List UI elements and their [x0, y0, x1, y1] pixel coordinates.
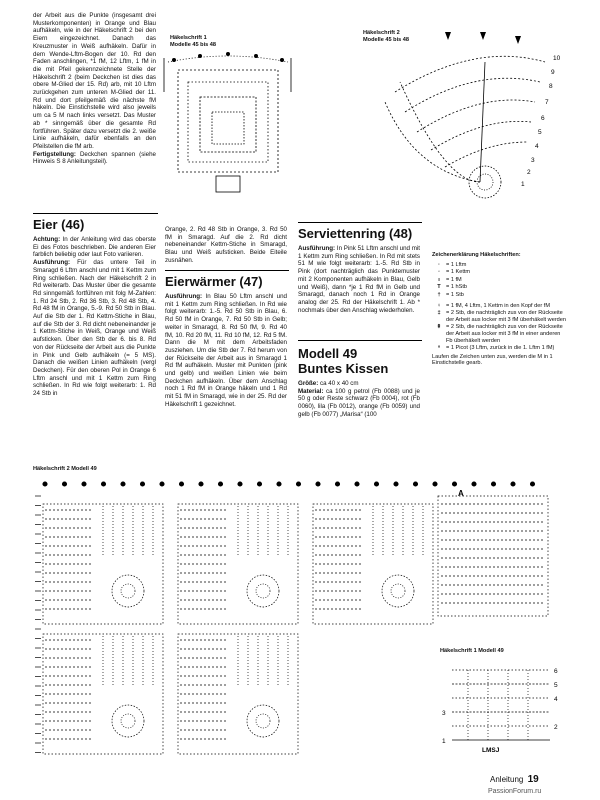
finish-text: Deckchen spannen (siehe Hinweis S 8 Anleitungsteil). — [33, 150, 156, 166]
footer — [490, 774, 539, 785]
modell49-title-2: Buntes Kissen — [298, 361, 389, 376]
chart1-label-line2: Modelle 45 bis 48 — [170, 41, 217, 48]
legend-item-label: = 2 Stb, die nachträglich zus von der Rückseite der Arbeit aus locker mit 3 fM überhäkelt werden — [446, 310, 567, 323]
size-value: ca 40 x 40 cm — [320, 380, 359, 387]
watermark: PassionForum.ru — [488, 788, 542, 795]
legend-note: Laufen die Zeichen unten zus, werden die M in 1 Einstichstelle gearb. — [432, 353, 553, 367]
section-rule — [298, 222, 422, 223]
eier-ausfuehrung-text: Für das untere Teil in Smaragd 6 Lftm anschl und mit 1 Kettm zum Ring schließen. Nach der Häkelschrift 2 in Rd weiterarb. Das Muster über die gesamte Rd sinngemäß fortführen mit folg M-Zahlen: 1. Rd 24 Stb, 2. Rd 36 Stb, 3. Rd 48 Stb, 4. Rd 48 fM in Orange, 5.-9. Rd 50 Stb in Blau. Auf die Stb der 1. Rd Kettm-Stiche in Blau, auf die Stb der 3. Rd dicht nebeneinander je 1 Kettm-Stiche in Weiß, Orange und Weiß aufsticken. Über den Stb der 6. bis 8. Rd von der Rückseite der Arbeit aus die Punkte in Pink und Gelb aufhäkeln (= 5 MS). Danach die weißen Linien aufhäkeln (vergl Deckchen). Für den oberen Pol in Orange 6 Lftm anschl und mit 1 Kettm zum Ring schließen. In Rd wie folgt weiterarb: 1. Rd 24 Stb in — [33, 259, 156, 398]
chart-mark — [121, 714, 135, 728]
chart-mark — [355, 482, 359, 486]
chart2-row-number: 3 — [531, 157, 535, 164]
double-stitch-other-colour-icon: ⇞ — [436, 324, 442, 331]
legend-item — [432, 310, 567, 323]
double-stitch-icon: ‡ — [437, 310, 441, 317]
legend-item — [432, 262, 567, 269]
legend-item — [432, 303, 567, 310]
chart-mark — [256, 584, 270, 598]
crochet-chart-1-modell-49 — [438, 658, 566, 754]
eier-text — [33, 236, 156, 398]
legend-item — [432, 269, 567, 276]
chart-mark — [247, 705, 279, 737]
chart-mark — [452, 482, 456, 486]
eierwaermer-section — [165, 274, 287, 409]
material-label: Material: — [298, 387, 324, 395]
chart-mark — [121, 482, 125, 486]
chart-mark — [374, 482, 378, 486]
chart-small-row-number: 4 — [554, 696, 558, 703]
intro-paragraph: der Arbeit aus die Punkte (insgesamt drei Musterkomponenten) in Orange und Blau aufhäkeln, wie in der Häkelschrift 2 bei den Eiern eingezeichnet. Danach das Kreuzmuster in Weiß aufhäkeln. Dafür in dem Wende-Lftm-Bogen der 10. Rd den Faden anschlingen, *1 fM, 12 Lftm, 1 fM in die mit Pfeil gekennzeichnete Stelle der Häkelschrift 2 (beim Deckchen ist dies das obere M-Glied der 15. Rd) arb, mit 10 Lftm zurückgehen zum unteren M-Glied der 11. Rd und dort pfeilgemäß die nächste fM häkeln. Die Einstichstelle wird also jeweils um ca 5 M nach links versetzt. Das Muster ab * sinngemäß über die gesamte Rd fortführen. Später dazu versetzt die 2. weiße Linie aufhäkeln, dafür ebenfalls an den Pfeilstellen die fM arb. — [33, 12, 156, 150]
chart2-row-number: 2 — [527, 169, 531, 176]
eier-achtung-text: In der Anleitung wird das oberste Ei des Fotos beschrieben. Die anderen Eier farblich beliebig oder laut Foto variieren. — [33, 236, 156, 259]
chart2-row-number: 1 — [521, 181, 525, 188]
chart-mark — [391, 584, 405, 598]
chart-mark — [257, 482, 261, 486]
legend-item-label: = 1 fM, 4 Lftm, 1 Kettm in den Kopf der fM — [446, 302, 550, 309]
chart-mark — [43, 482, 47, 486]
chart-mark — [296, 482, 300, 486]
legend-item — [432, 345, 567, 352]
size-label: Größe: — [298, 380, 319, 387]
chart-mark — [413, 482, 417, 486]
picot-icon: ᵒ — [437, 345, 441, 352]
chart-mid-label: Häkelschrift 2 Modell 49 — [33, 466, 97, 472]
legend — [432, 252, 567, 367]
eier-achtung-label: Achtung: — [33, 236, 61, 243]
chart2-row-number: 10 — [553, 55, 561, 62]
chart-mark — [112, 705, 144, 737]
eier-title: Eier (46) — [33, 217, 85, 232]
serviettenring-label: Ausführung: — [298, 245, 336, 252]
chart2-label-line2: Modelle 45 bis 48 — [363, 36, 410, 43]
chart-mark — [335, 482, 339, 486]
chart-mark — [438, 496, 548, 616]
legend-item — [432, 292, 567, 299]
double-crochet-icon: † — [437, 291, 441, 298]
chain-icon: · — [438, 261, 440, 268]
chart2-row-number: 6 — [541, 115, 545, 122]
chart-mark — [218, 482, 222, 486]
chart-mark — [140, 482, 144, 486]
modell49-title-1: Modell 49 — [298, 346, 358, 361]
eier-ausfuehrung-label: Ausführung: — [33, 259, 71, 267]
single-crochet-icon: ı — [438, 276, 440, 283]
chart-small-row-number: 2 — [554, 724, 558, 731]
legend-item-label: = 1 fM — [446, 276, 462, 283]
chart-mark — [491, 482, 495, 486]
chart-mark — [530, 482, 534, 486]
chart2-row-number: 4 — [535, 143, 539, 150]
chart-mark — [316, 482, 320, 486]
chart2-row-number: 8 — [549, 83, 553, 90]
chart-mark — [101, 482, 105, 486]
chart-mark — [160, 482, 164, 486]
chart-small-label: Häkelschrift 1 Modell 49 — [440, 648, 504, 654]
legend-item — [432, 324, 567, 344]
chart-mark — [247, 575, 279, 607]
crochet-chart-1-top — [160, 52, 295, 202]
serviettenring-text: In Pink 51 Lftm anschl und mit 1 Kettm zum Ring schließen. In Rd mit stets 51 M wie folgt weiterarb: 1.-5. Rd Stb in Pink (dort nachträglich das Punktemuster mit 2 Komponenten aufhäkeln in Blau, Gelb und Weiß), dann *je 1 Rd fM in Gelb und Smaragd, danach noch 1 Rd in Orange analog der 25. Rd der Häkelschrift 1. Ab * nochmals über den Anschlag wiederholen. — [298, 245, 420, 314]
chart-marker-a: A — [458, 489, 464, 498]
eierwaermer-label: Ausführung: — [165, 293, 203, 300]
chart-small-row-number: 6 — [554, 668, 558, 675]
legend-item-label: = 1 Lftm — [446, 261, 467, 268]
chart-mark — [382, 575, 414, 607]
eierwaermer-title: Eierwärmer (47) — [165, 274, 263, 289]
chart-mark — [121, 584, 135, 598]
section-rule — [165, 270, 289, 271]
eier-section — [33, 217, 156, 398]
legend-item-label: = 1 Picot (3 Lftm, zurück in die 1. Lftm 1 fM) — [446, 345, 555, 352]
section-rule — [33, 213, 158, 214]
legend-title: Zeichenerklärung Häkelschriften: — [432, 252, 521, 258]
slip-stitch-icon: ◦ — [438, 269, 440, 276]
material-text: ca 100 g petrol (Fb 0088) und je 50 g oder Reste schwarz (Fb 0004), rot (Fb 0060), lila (Fb 0012), orange (Fb 0059) und gelb (Fb 0077) „Marisa“ (100 — [298, 387, 420, 418]
legend-item-label: = 1 Kettm — [446, 269, 471, 276]
legend-item — [432, 284, 567, 291]
colour-letters: LMSJ — [482, 747, 500, 754]
modell49-section — [298, 346, 420, 419]
chart-mark — [433, 482, 437, 486]
half-double-icon: T — [437, 284, 441, 291]
chart-mark — [238, 482, 242, 486]
eier-continued — [165, 226, 287, 265]
legend-item-label: = 1 Stb — [446, 291, 464, 298]
chart-small-row-number: 3 — [442, 710, 446, 717]
chart-mark — [62, 482, 66, 486]
chart-mark — [112, 575, 144, 607]
chart2-label-line1: Häkelschrift 2 — [363, 30, 400, 36]
chart-mark — [256, 714, 270, 728]
chart2-row-number: 7 — [545, 99, 549, 106]
page-number: 19 — [527, 774, 539, 785]
chart-small-row-number: 1 — [442, 738, 446, 745]
footer-section: Anleitung — [490, 775, 524, 784]
chart1-top-label — [170, 35, 216, 48]
chart2-row-number: 5 — [538, 129, 542, 136]
serviettenring-section — [298, 226, 420, 314]
eierwaermer-text: In Blau 50 Lftm anschl und mit 1 Kettm zum Ring schließen. In Rd wie folgt weiterarb: 1.-5. Rd 50 Stb in Blau, 6. Rd 50 fM in Orange, 7. Rd 50 Stb in Gelb; weiter in Smaragd, 8. Rd 50 fM, 9. Rd 40 fM, 10. Rd 20 fM, 11. Rd 10 fM, 12. Rd 5 fM. Dann die M mit dem Arbeitsfaden zusziehen. Um die Stb der 7. Rd herum von der Rückseite der Arbeit aus in Smaragd 1 Rd fM aufhäkeln. Muster mit Punkten (pink und gelb) und weißen Linien wie beim Deckchen aufhäkeln. Über dem Anschlag noch 1 Rd fM in Orange häkeln und 1 Rd mit 51 fM in Smaragd, wie in der 25. Rd der Häkelschrift 1 gezeichnet. — [165, 293, 287, 408]
chart-mark — [179, 482, 183, 486]
legend-item-label: = 2 Stb, die nachträglich zus von der Rückseite der Arbeit aus locker mit 3 fM in einer anderen Fb überhäkelt werden — [446, 324, 563, 344]
section-rule — [298, 340, 422, 341]
chart2-row-number: 9 — [551, 69, 555, 76]
finish-label: Fertigstellung: — [33, 150, 76, 158]
legend-item — [432, 277, 567, 284]
chart-mark — [511, 482, 515, 486]
crochet-chart-2-top — [355, 22, 575, 222]
chart1-label-line1: Häkelschrift 1 — [170, 35, 207, 41]
chart-mark — [277, 482, 281, 486]
chart-mark — [82, 482, 86, 486]
chart-mark — [472, 482, 476, 486]
chart-mark — [394, 482, 398, 486]
serviettenring-title: Serviettenring (48) — [298, 226, 413, 241]
chart-small-row-number: 5 — [554, 682, 558, 689]
intro-text-column — [33, 12, 156, 166]
chart-mark — [199, 482, 203, 486]
loop-icon: ♀ — [436, 302, 442, 309]
eier-continued-text: Orange, 2. Rd 48 Stb in Orange, 3. Rd 50 fM in Smaragd. Auf die 2. Rd dicht nebeneinander Kettm-Stiche in Smaragd, Blau und Weiß aufsticken. Beide Eiteile zusnähen. — [165, 226, 287, 264]
legend-item-label: = 1 hStb — [446, 284, 467, 291]
